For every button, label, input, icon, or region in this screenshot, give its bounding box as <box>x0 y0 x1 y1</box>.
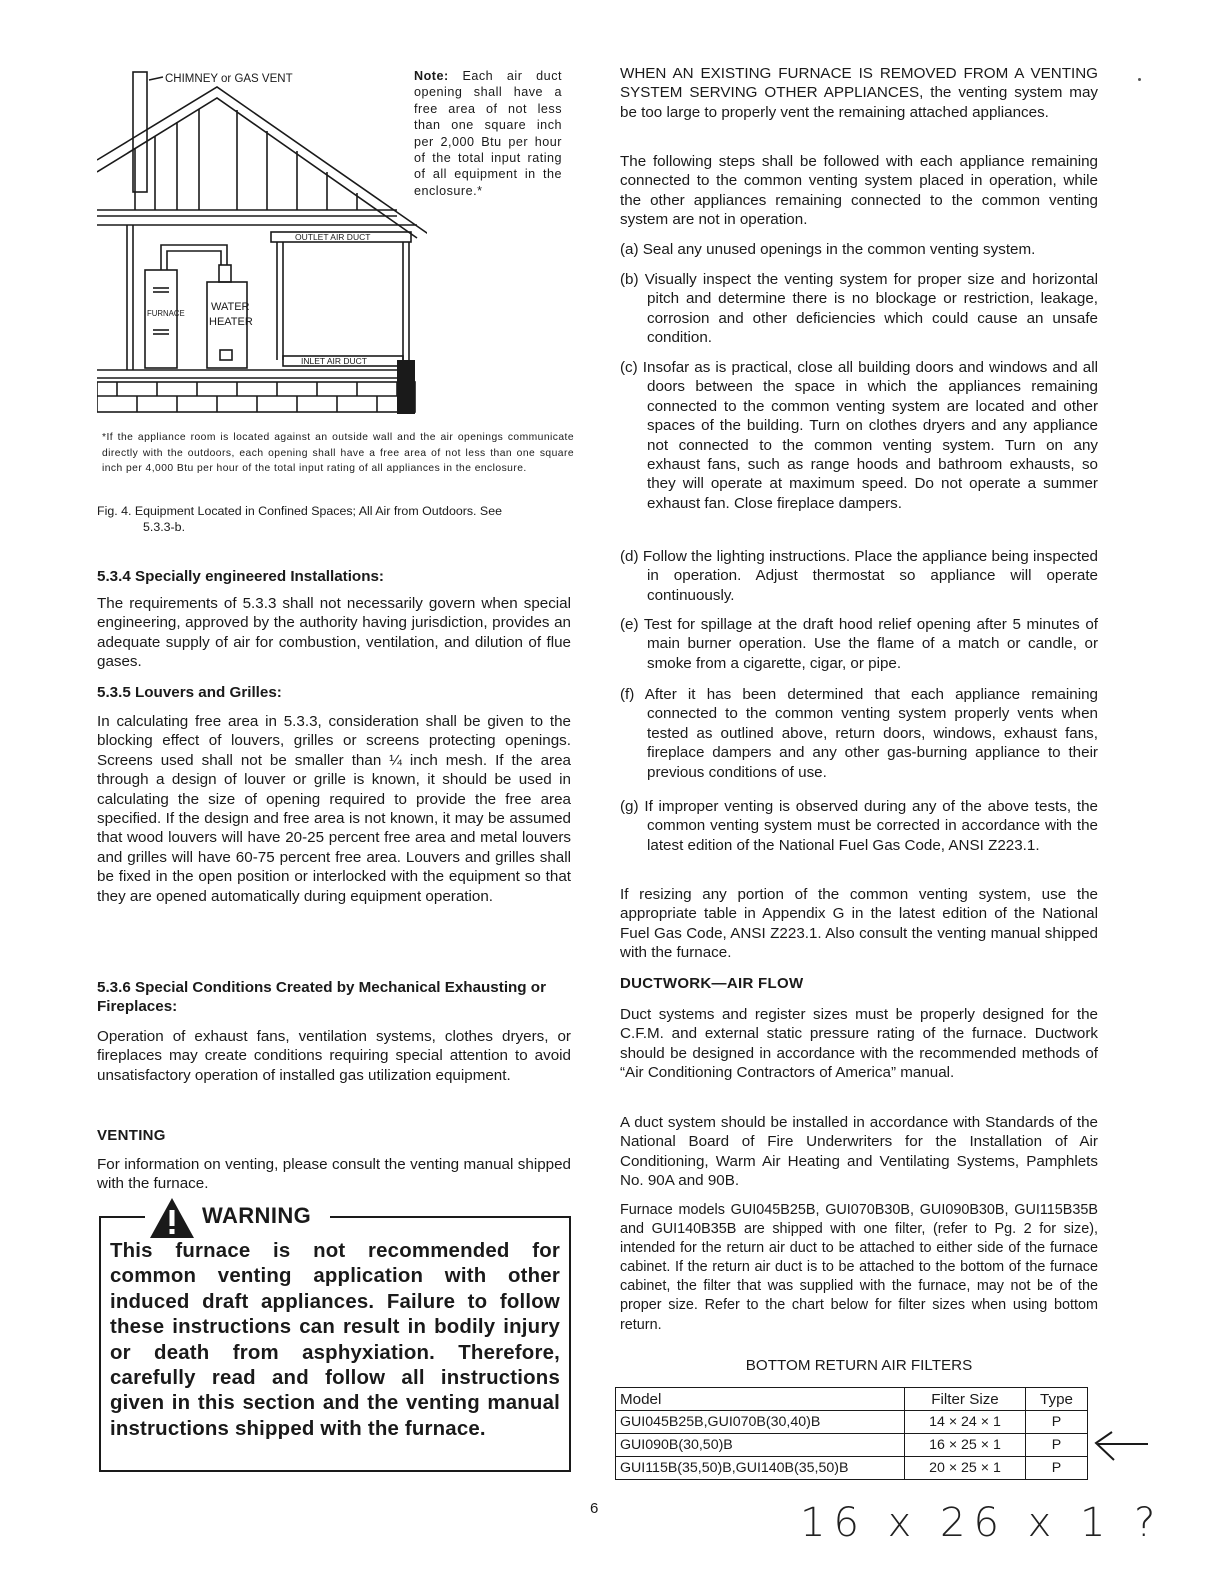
step-e <box>620 615 1098 673</box>
step-text: Seal any unused openings in the common venting system. <box>642 241 1036 258</box>
cell-type: P <box>1026 1411 1088 1434</box>
cell-type: P <box>1026 1457 1088 1480</box>
ductwork-heading: DUCTWORK—AIR FLOW <box>620 975 804 992</box>
outlet-duct-label: OUTLET AIR DUCT <box>295 232 371 242</box>
step-text: Visually inspect the venting system for proper size and horizontal pitch and determine there is no blockage or restriction, leakage, corrosion and other deficiencies which could cause an unsafe condition. <box>644 271 1098 347</box>
warning-triangle-icon <box>148 1196 196 1240</box>
note-text: Each air duct opening shall have a free area of not less than one square inch per 2,000 Btu per hour of the total input rating of all equipment in the enclosure.* <box>414 69 562 198</box>
step-g <box>620 797 1098 855</box>
water-label: WATER <box>211 301 250 313</box>
caption-line-1: Fig. 4. Equipment Located in Confined Spaces; All Air from Outdoors. See <box>97 504 502 518</box>
section-5-3-5-heading: 5.3.5 Louvers and Grilles: <box>97 684 282 701</box>
ductwork-paragraph-1: Duct systems and register sizes must be properly designed for the C.F.M. and external static pressure rating of the furnace. Ductwork should be designed in accordance with the recommended methods of “Air Conditioning Contractors of America” manual. <box>620 1006 1098 1082</box>
section-5-3-4-heading: 5.3.4 Specially engineered Installations: <box>97 568 384 585</box>
cell-type: P <box>1026 1434 1088 1457</box>
handwritten-note: 16 x 26 x 1 ? <box>800 1500 1164 1546</box>
step-text: Follow the lighting instructions. Place the appliance being inspected in operation. Adjust thermostat so appliance will operate continuously. <box>642 548 1098 604</box>
step-c <box>620 358 1098 513</box>
resize-paragraph: If resizing any portion of the common venting system, use the appropriate table in Appendix G in the latest edition of the National Fuel Gas Code, ANSI Z223.1. Also consult the venting manual shipped with the furnace. <box>620 886 1098 962</box>
step-d <box>620 547 1098 605</box>
section-5-3-5-text: In calculating free area in 5.3.3, consideration shall be given to the blocking effect of louvers, grilles or screens protecting openings. Screens used shall not be smaller than ¼ inch mesh. If the area through a design of louver or grille is known, it should be used in calculating the size of opening required to provide the free area specified. If the design and free area is not known, it may be assumed that wood louvers will have 20-25 percent free area and metal louvers and grilles will have 60-75 percent free area. Louvers and grilles shall be fixed in the open position or interlocked with the equipment so that they are opened automatically during equipment operation. <box>97 713 571 905</box>
table-header-row <box>616 1388 1088 1411</box>
warning-text: This furnace is not recommended for common venting application with other induced draft appliances. Failure to follow these instructions can result in bodily injury or death from asphyxiation. Therefore, carefully read and follow all instructions given in this section and the venting manual instructions shipped with the furnace. <box>110 1240 560 1440</box>
figure-caption <box>97 503 587 535</box>
step-label: (e) <box>620 616 639 633</box>
bottom-return-filter-table <box>615 1387 1088 1480</box>
cell-model: GUI045B25B,GUI070B(30,40)B <box>616 1411 905 1434</box>
heater-label: HEATER <box>209 316 253 328</box>
step-label: (a) <box>620 241 639 258</box>
step-label: (f) <box>620 686 635 703</box>
stray-mark <box>1138 78 1141 81</box>
warning-title: WARNING <box>202 1203 312 1228</box>
page-number: 6 <box>590 1500 599 1517</box>
confined-space-diagram <box>97 60 427 422</box>
table-row <box>616 1434 1088 1457</box>
cell-filter-size: 14 × 24 × 1 <box>905 1411 1026 1434</box>
cell-model: GUI115B(35,50)B,GUI140B(35,50)B <box>616 1457 905 1480</box>
figure-note <box>414 68 562 199</box>
step-label: (b) <box>620 271 639 288</box>
section-5-3-4-text: The requirements of 5.3.3 shall not necessarily govern when special engineering, approved by the authority having jurisdiction, provides an adequate supply of air for combustion, ventilation, and dilution of flue gases. <box>97 595 571 671</box>
intro-paragraph: WHEN AN EXISTING FURNACE IS REMOVED FROM A VENTING SYSTEM SERVING OTHER APPLIANCES, the venting system may be too large to properly vent the remaining attached appliances. <box>620 65 1098 121</box>
ductwork-paragraph-2: A duct system should be installed in accordance with Standards of the National Board of Fire Underwriters for the Installation of Air Conditioning, Warm Air Heating and Ventilating Systems, Pamphlets No. 90A and 90B. <box>620 1114 1098 1190</box>
step-text: Insofar as is practical, close all building doors and windows and all doors between the space in which the appliances remaining connected to the common venting system are located and other spaces of the building. Turn on clothes dryers and any appliance not connected to the common venting system. Turn on any exhaust fans, such as range hoods and bathroom exhausts, so they will operate at maximum speed. Do not operate a summer exhaust fan. Close fireplace dampers. <box>642 359 1098 512</box>
step-f <box>620 685 1098 782</box>
step-label: (d) <box>620 548 639 565</box>
step-text: After it has been determined that each appliance remaining connected to the common venting system properly vents when tested as outlined above, return doors, windows, exhaust fans, fireplace dampers and any other gas-burning appliance to their previous conditions of use. <box>644 686 1098 781</box>
section-5-3-6-heading: 5.3.6 Special Conditions Created by Mechanical Exhausting or Fireplaces: <box>97 979 546 1016</box>
caption-line-2: 5.3.3-b. <box>143 520 186 534</box>
venting-heading: VENTING <box>97 1127 166 1144</box>
header-type: Type <box>1026 1388 1088 1411</box>
inlet-duct-label: INLET AIR DUCT <box>301 356 367 366</box>
step-text: If improper venting is observed during any of the above tests, the common venting system must be corrected in accordance with the latest edition of the National Fuel Gas Code, ANSI Z223.1. <box>644 798 1098 854</box>
venting-text: For information on venting, please consult the venting manual shipped with the furnace. <box>97 1156 571 1193</box>
filter-table-title: BOTTOM RETURN AIR FILTERS <box>745 1357 973 1374</box>
note-label: Note: <box>414 69 449 83</box>
steps-intro: The following steps shall be followed with each appliance remaining connected to the common venting system placed in operation, while the other appliances remaining connected to the common venting system are not in operation. <box>620 153 1098 229</box>
step-a <box>620 240 1098 259</box>
header-model: Model <box>616 1388 905 1411</box>
cell-filter-size: 20 × 25 × 1 <box>905 1457 1026 1480</box>
figure-footnote: *If the appliance room is located against an outside wall and the air openings communicate directly with the outdoors, each opening shall have a free area of not less than one square inch per 4,000 Btu per hour of the total input rating of all appliances in the enclosure. <box>102 432 574 475</box>
handwritten-arrow-icon <box>1092 1430 1152 1466</box>
warning-top-line-right <box>330 1216 569 1218</box>
step-b <box>620 270 1098 348</box>
table-row <box>616 1457 1088 1480</box>
chimney-label: CHIMNEY or GAS VENT <box>165 73 293 85</box>
furnace-label: FURNACE <box>147 309 185 318</box>
section-5-3-6-text: Operation of exhaust fans, ventilation systems, clothes dryers, or fireplaces may create conditions requiring special attention to avoid unsatisfactory operation of installed gas utilization equipment. <box>97 1028 571 1084</box>
step-label: (c) <box>620 359 638 376</box>
header-filter-size: Filter Size <box>905 1388 1026 1411</box>
table-row <box>616 1411 1088 1434</box>
step-label: (g) <box>620 798 639 815</box>
cell-filter-size: 16 × 25 × 1 <box>905 1434 1026 1457</box>
warning-top-line-left <box>99 1216 145 1218</box>
step-text: Test for spillage at the draft hood relief opening after 5 minutes of main burner operation. Use the flame of a match or candle, or smoke from a cigarette, cigar, or pipe. <box>643 616 1098 672</box>
cell-model: GUI090B(30,50)B <box>616 1434 905 1457</box>
ductwork-paragraph-3: Furnace models GUI045B25B, GUI070B30B, GUI090B30B, GUI115B35B and GUI140B35B are shipped with one filter, (refer to Pg. 2 for size), intended for the return air duct to be attached to either side of the furnace cabinet. If the return air duct is to be attached to the bottom of the furnace cabinet, the filter that was supplied with the furnace, may not be of the proper size. Refer to the chart below for filter sizes when using bottom return. <box>620 1202 1098 1333</box>
